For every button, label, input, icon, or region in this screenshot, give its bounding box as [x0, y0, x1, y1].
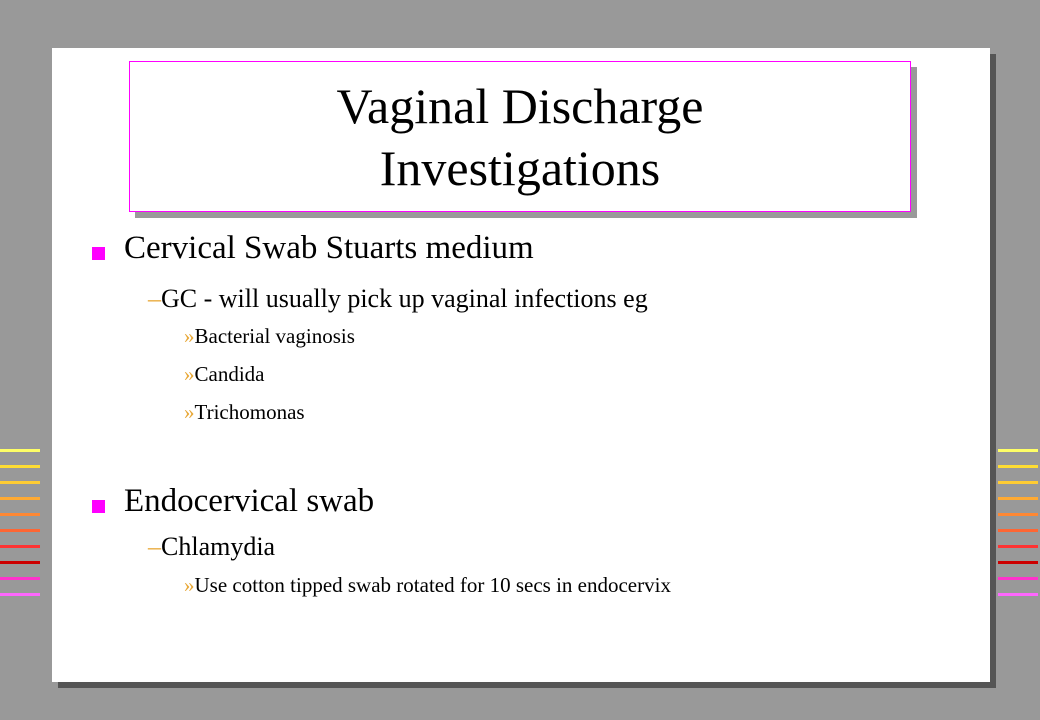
- sub-sub-item-candida: [184, 362, 264, 387]
- sub-item-1-text: GC - will usually pick up vaginal infections eg: [161, 284, 648, 313]
- slide-title-box: [129, 61, 911, 212]
- dash-marker: –: [148, 284, 161, 313]
- stripe-line: [998, 497, 1038, 500]
- stripe-line: [0, 481, 40, 484]
- sub-item-1: [148, 284, 648, 314]
- stripe-line: [0, 577, 40, 580]
- sub-sub-item-text: Bacterial vaginosis: [194, 324, 355, 348]
- sub-sub-item-text: Candida: [194, 362, 265, 386]
- left-stripes-decoration: [0, 449, 40, 609]
- stripe-line: [0, 449, 40, 452]
- stripe-line: [0, 513, 40, 516]
- stripe-line: [998, 465, 1038, 468]
- slide-title-line-2: Investigations: [379, 139, 661, 196]
- stripe-line: [998, 513, 1038, 516]
- raquo-marker: »: [184, 362, 195, 386]
- sub-item-2: [148, 532, 275, 562]
- bullet-2-text: Endocervical swab: [124, 483, 375, 519]
- raquo-marker: »: [184, 400, 195, 424]
- bullet-square-1: [92, 247, 105, 260]
- sub-sub-item-cotton-swab: [184, 573, 671, 598]
- raquo-marker: »: [184, 573, 195, 597]
- sub-sub-item-text: Trichomonas: [194, 400, 305, 424]
- stripe-line: [0, 593, 40, 596]
- stripe-line: [998, 593, 1038, 596]
- sub-sub-item-trichomonas: [184, 400, 305, 425]
- stripe-line: [0, 545, 40, 548]
- stripe-line: [998, 577, 1038, 580]
- stripe-line: [998, 529, 1038, 532]
- right-stripes-decoration: [998, 449, 1038, 609]
- slide-title-line-1: Vaginal Discharge: [336, 77, 704, 134]
- sub-item-2-text: Chlamydia: [161, 532, 276, 561]
- sub-sub-item-bacterial-vaginosis: [184, 324, 355, 349]
- sub-sub-item-text: Use cotton tipped swab rotated for 10 secs in endocervix: [194, 573, 671, 597]
- bullet-1-text: Cervical Swab Stuarts medium: [124, 230, 534, 266]
- bullet-square-2: [92, 500, 105, 513]
- stripe-line: [998, 481, 1038, 484]
- dash-marker: –: [148, 532, 161, 561]
- stripe-line: [0, 497, 40, 500]
- stripe-line: [998, 449, 1038, 452]
- stripe-line: [998, 545, 1038, 548]
- stripe-line: [0, 561, 40, 564]
- stripe-line: [998, 561, 1038, 564]
- stripe-line: [0, 529, 40, 532]
- stripe-line: [0, 465, 40, 468]
- raquo-marker: »: [184, 324, 195, 348]
